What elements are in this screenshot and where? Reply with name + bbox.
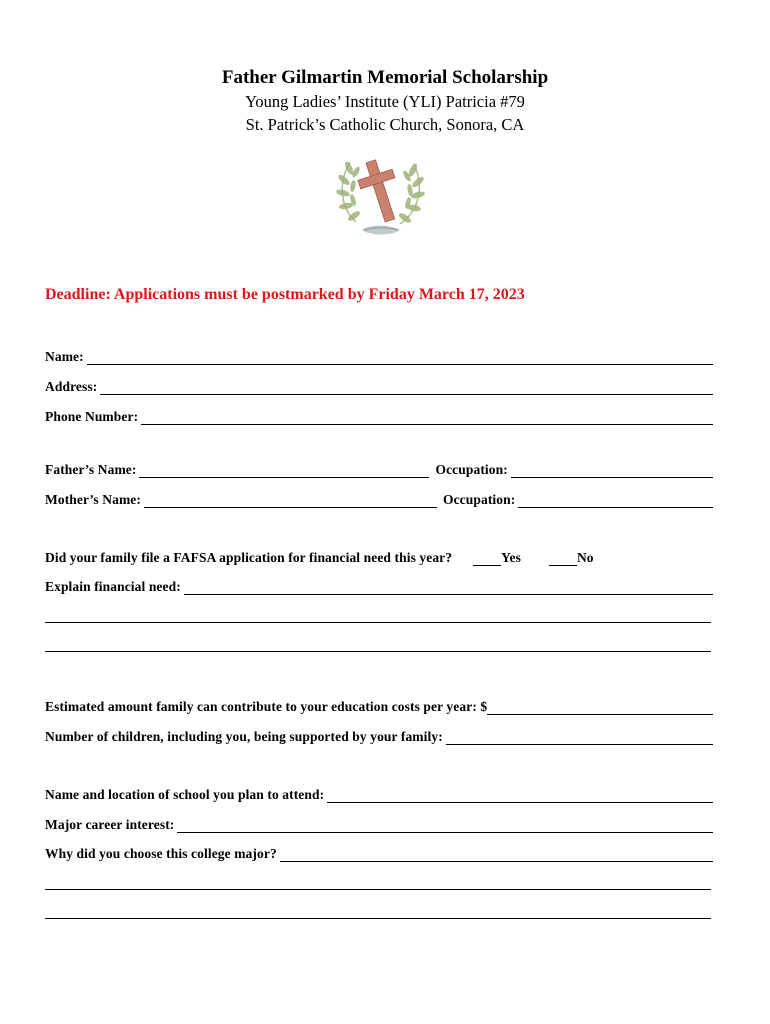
estimated-amount-label: Estimated amount family can contribute to your education costs per year: $ [45, 699, 488, 714]
school-row [45, 783, 713, 803]
why-major-line-2[interactable] [45, 889, 711, 890]
school-label: Name and location of school you plan to attend: [45, 787, 325, 802]
mother-name-field[interactable] [144, 493, 437, 508]
cross-laurel-wreath-icon [334, 150, 426, 242]
name-field[interactable] [87, 350, 713, 365]
fafsa-no-label: No [576, 550, 594, 565]
why-major-line-3[interactable] [45, 918, 711, 919]
estimated-amount-field[interactable] [487, 700, 713, 715]
explain-need-line-3[interactable] [45, 651, 711, 652]
father-name-label: Father’s Name: [45, 462, 137, 477]
form-header [0, 66, 770, 136]
fafsa-no-blank[interactable] [549, 551, 577, 566]
church-location: St. Patrick’s Catholic Church, Sonora, CA [245, 115, 525, 134]
address-field[interactable] [100, 380, 713, 395]
address-row [45, 375, 713, 395]
fafsa-no-option[interactable] [549, 550, 594, 566]
explain-need-field[interactable] [184, 580, 713, 595]
explain-need-row [45, 575, 713, 595]
phone-row [45, 405, 713, 425]
explain-need-line-2[interactable] [45, 622, 711, 623]
fafsa-question: Did your family file a FAFSA application for financial need this year? [45, 550, 453, 565]
num-children-field[interactable] [446, 730, 713, 745]
major-row [45, 813, 713, 833]
application-deadline: Deadline: Applications must be postmarked by Friday March 17, 2023 [45, 286, 525, 303]
name-row [45, 345, 713, 365]
fafsa-yes-option[interactable] [473, 550, 521, 566]
num-children-label: Number of children, including you, being supported by your family: [45, 729, 443, 744]
estimated-amount-row [45, 695, 713, 715]
school-field[interactable] [327, 788, 713, 803]
name-label: Name: [45, 349, 84, 364]
organization-name: Young Ladies’ Institute (YLI) Patricia #79 [245, 92, 525, 111]
phone-field[interactable] [141, 410, 713, 425]
fafsa-yes-label: Yes [501, 550, 521, 565]
father-occupation-field[interactable] [511, 463, 713, 478]
father-name-field[interactable] [139, 463, 429, 478]
why-major-row [45, 842, 713, 862]
why-major-label: Why did you choose this college major? [45, 846, 277, 861]
mother-occupation-field[interactable] [518, 493, 713, 508]
mother-name-label: Mother’s Name: [45, 492, 141, 507]
mother-occupation-label: Occupation: [442, 492, 516, 507]
father-row [45, 458, 713, 478]
father-occupation-label: Occupation: [435, 462, 508, 477]
why-major-field[interactable] [280, 847, 713, 862]
fafsa-yes-blank[interactable] [473, 551, 501, 566]
fafsa-row [45, 546, 713, 566]
mother-row [45, 488, 713, 508]
phone-label: Phone Number: [45, 409, 139, 424]
major-field[interactable] [177, 818, 713, 833]
form-title: Father Gilmartin Memorial Scholarship [221, 67, 549, 88]
address-label: Address: [45, 379, 98, 394]
major-label: Major career interest: [45, 817, 175, 832]
num-children-row [45, 725, 713, 745]
explain-need-label: Explain financial need: [45, 579, 181, 594]
